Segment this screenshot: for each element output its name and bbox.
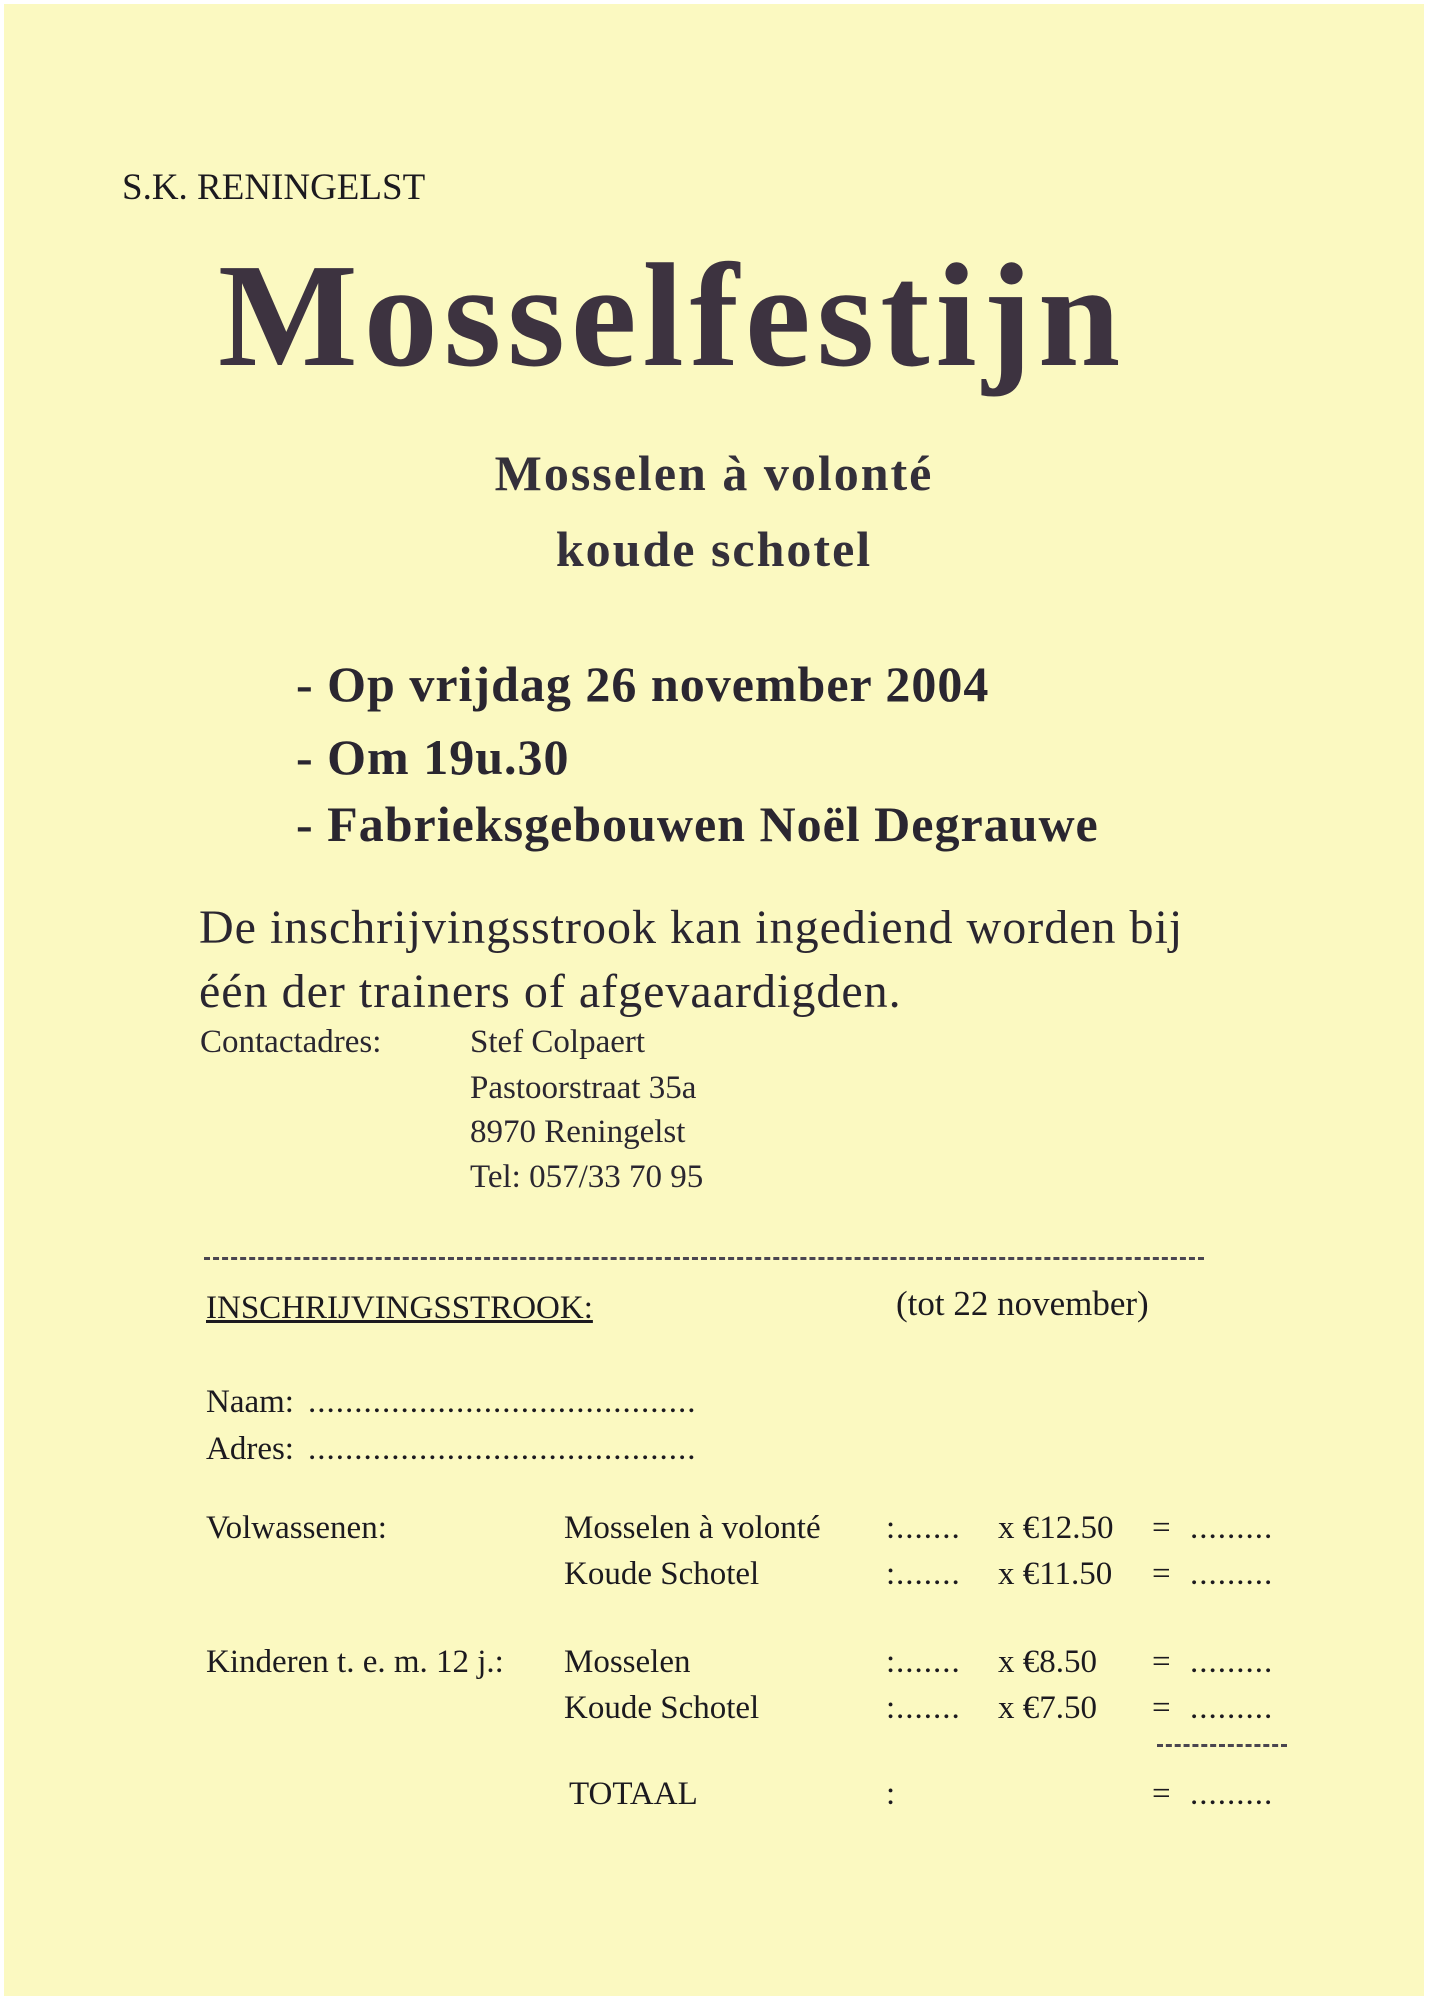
order-result-blank: ......... [1190, 1510, 1274, 1546]
form-title: INSCHRIJVINGSSTROOK: [206, 1290, 593, 1326]
order-price: x €11.50 [998, 1556, 1113, 1592]
sum-line [1157, 1744, 1287, 1747]
order-result-blank: ......... [1190, 1644, 1274, 1680]
order-item: Mosselen [564, 1644, 691, 1680]
order-qty-blank: ....... [896, 1644, 961, 1680]
order-qty-blank: ....... [896, 1510, 961, 1546]
cut-line [204, 1257, 1204, 1260]
order-equals: = [1152, 1510, 1171, 1546]
order-price: x €12.50 [998, 1510, 1114, 1546]
subtitle-cold-dish: koude schotel [555, 521, 873, 577]
name-blank: .......................................... [307, 1384, 697, 1420]
total-label: TOTAAL [569, 1776, 698, 1812]
subtitle-mussels: Mosselen à volonté [494, 445, 934, 501]
event-time: - Om 19u.30 [296, 729, 570, 785]
name-field [206, 1384, 696, 1421]
form-deadline: (tot 22 november) [896, 1284, 1149, 1323]
order-equals: = [1152, 1690, 1171, 1726]
contact-phone: Tel: 057/33 70 95 [470, 1159, 704, 1195]
order-price: x €8.50 [998, 1644, 1097, 1680]
event-date: - Op vrijdag 26 november 2004 [296, 656, 990, 712]
event-location: - Fabrieksgebouwen Noël Degrauwe [296, 796, 1099, 852]
address-blank: .......................................... [307, 1431, 697, 1467]
order-result-blank: ......... [1190, 1556, 1274, 1592]
order-colon: : [886, 1690, 896, 1726]
order-qty-blank: ....... [896, 1690, 961, 1726]
total-equals: = [1152, 1776, 1171, 1812]
address-field [206, 1431, 696, 1468]
order-equals: = [1152, 1556, 1171, 1592]
order-colon: : [886, 1510, 896, 1546]
address-label: Adres: [206, 1431, 294, 1467]
order-item: Mosselen à volonté [564, 1510, 821, 1546]
contact-city: 8970 Reningelst [470, 1114, 686, 1150]
order-colon: : [886, 1556, 896, 1592]
name-label: Naam: [206, 1384, 294, 1420]
event-title: Mosselfestijn [218, 234, 1127, 398]
registration-info-line: één der trainers of afgevaardigden. [199, 965, 902, 1018]
order-price: x €7.50 [998, 1690, 1097, 1726]
order-item: Koude Schotel [564, 1690, 760, 1726]
children-label: Kinderen t. e. m. 12 j.: [206, 1644, 504, 1680]
order-result-blank: ......... [1190, 1690, 1274, 1726]
club-name: S.K. RENINGELST [122, 167, 426, 208]
contact-street: Pastoorstraat 35a [470, 1070, 697, 1106]
contact-name: Stef Colpaert [470, 1024, 646, 1060]
total-result-blank: ......... [1190, 1776, 1274, 1812]
order-item: Koude Schotel [564, 1556, 760, 1592]
contact-label: Contactadres: [200, 1024, 382, 1060]
total-colon: : [886, 1776, 896, 1812]
order-colon: : [886, 1644, 896, 1680]
order-equals: = [1152, 1644, 1171, 1680]
adults-label: Volwassenen: [206, 1510, 387, 1546]
registration-info-line: De inschrijvingsstrook kan ingediend worden bij [199, 901, 1184, 954]
flyer-sheet [4, 4, 1424, 1996]
order-qty-blank: ....... [896, 1556, 961, 1592]
